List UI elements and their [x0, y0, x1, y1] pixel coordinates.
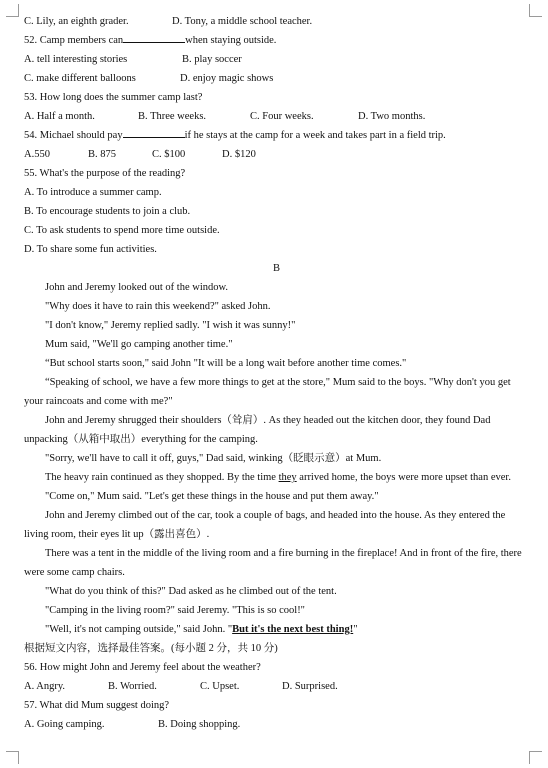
- q56-stem: 56. How might John and Jeremy feel about the weather?: [24, 662, 261, 673]
- crop-mark-top-left: [6, 4, 19, 17]
- q55-option-b: B. To encourage students to join a club.: [24, 206, 191, 217]
- q53-option-a: A. Half a month.: [24, 111, 95, 122]
- q53-stem: 53. How long does the summer camp last?: [24, 92, 203, 103]
- q53-options: [24, 107, 529, 126]
- passage-paragraph-6-line-2: your raincoats and come with me?": [24, 396, 173, 407]
- passage-paragraph-11-line-1: John and Jeremy climbed out of the car, took a couple of bags, and headed into the house. As they entered the: [45, 510, 506, 521]
- q55-stem: 55. What's the purpose of the reading?: [24, 168, 186, 179]
- passage-paragraph-3: "I don't know," Jeremy replied sadly. "I wish it was sunny!": [45, 320, 296, 331]
- q52-answer-blank: [123, 31, 185, 43]
- q52-option-c: C. make different balloons: [24, 73, 136, 84]
- q52-options-ab: [24, 50, 529, 69]
- q54-option-b: B. 875: [88, 149, 117, 160]
- q52-option-d: D. enjoy magic shows: [180, 73, 274, 84]
- passage-paragraph-6-line-1: “Speaking of school, we have a few more things to get at the store," Mum said to the boys. "Why don't you get: [45, 377, 511, 388]
- passage-paragraph-1: John and Jeremy looked out of the window.: [45, 282, 229, 293]
- passage-paragraph-13: "What do you think of this?" Dad asked as he climbed out of the tent.: [45, 586, 337, 597]
- q53-option-c: C. Four weeks.: [250, 111, 314, 122]
- q57-option-a: A. Going camping.: [24, 719, 105, 730]
- q56-option-b: B. Worried.: [108, 681, 157, 692]
- q53-option-d: D. Two months.: [358, 111, 426, 122]
- q52-stem: [24, 31, 529, 50]
- q55-option-c: C. To ask students to spend more time outside.: [24, 225, 220, 236]
- q54-answer-blank: [123, 126, 185, 138]
- q51-options-cd: [24, 12, 529, 31]
- passage-paragraph-5: “But school starts soon," said John "It will be a long wait before another time comes.": [45, 358, 407, 369]
- q56-option-d: D. Surprised.: [282, 681, 338, 692]
- q57-options: [24, 715, 529, 734]
- passage-paragraph-15-pre: "Well, it's not camping outside," said John. ": [45, 624, 233, 635]
- q54-stem-pre: 54. Michael should pay: [24, 130, 123, 141]
- q56-options: [24, 677, 529, 696]
- q57-option-b: B. Doing shopping.: [158, 719, 241, 730]
- crop-mark-bottom-left: [6, 751, 19, 764]
- document-page: [24, 12, 529, 734]
- passage-paragraph-10: "Come on," Mum said. "Let's get these things in the house and put them away.": [45, 491, 379, 502]
- passage-paragraph-8: "Sorry, we'll have to call it off, guys," Dad said, winking（眨眼示意）at Mum.: [45, 453, 382, 464]
- q54-option-a: A.550: [24, 149, 50, 160]
- passage-paragraph-11-line-2: living room, their eyes lit up（露出喜色）.: [24, 529, 210, 540]
- passage-paragraph-7-line-2: unpacking（从箱中取出）everything for the camping.: [24, 434, 258, 445]
- q54-stem-post: if he stays at the camp for a week and takes part in a field trip.: [184, 130, 446, 141]
- q56-option-a: A. Angry.: [24, 681, 66, 692]
- q54-option-d: D. $120: [222, 149, 256, 160]
- passage-paragraph-9-pre: The heavy rain continued as they shopped. By the time: [45, 472, 279, 483]
- q52-options-cd: [24, 69, 529, 88]
- q52-stem-post: when staying outside.: [185, 35, 277, 46]
- passage-paragraph-12-line-2: were some camp chairs.: [24, 567, 125, 578]
- crop-mark-top-right: [529, 4, 542, 17]
- passage-paragraph-14: "Camping in the living room?" said Jeremy. "This is so cool!": [45, 605, 305, 616]
- q54-options: [24, 145, 529, 164]
- passage-paragraph-4: Mum said, "We'll go camping another time.": [45, 339, 233, 350]
- section-b-heading: B: [272, 263, 280, 274]
- q54-stem: [24, 126, 529, 145]
- q52-option-a: A. tell interesting stories: [24, 54, 128, 65]
- passage-underlined-word-they: they: [278, 472, 297, 483]
- passage-bold-underlined-sentence: But it's the next best thing!: [232, 624, 354, 635]
- passage-paragraph-7-line-1: John and Jeremy shrugged their shoulders（耸肩）. As they headed out the kitchen door, they found Dad: [45, 415, 491, 426]
- q52-option-b: B. play soccer: [182, 54, 242, 65]
- q53-option-b: B. Three weeks.: [138, 111, 207, 122]
- q54-option-c: C. $100: [152, 149, 186, 160]
- passage-paragraph-9: [24, 468, 529, 487]
- passage-paragraph-15-post: ": [353, 624, 358, 635]
- passage-paragraph-9-post: arrived home, the boys were more upset than ever.: [296, 472, 511, 483]
- q55-option-d: D. To share some fun activities.: [24, 244, 157, 255]
- passage-paragraph-15: [24, 620, 529, 639]
- passage-paragraph-12-line-1: There was a tent in the middle of the living room and a fire burning in the fireplace! And in front of the fire, there: [45, 548, 522, 559]
- q56-option-c: C. Upset.: [200, 681, 240, 692]
- instruction-text: 根据短文内容，选择最佳答案。(每小题 2 分，共 10 分): [24, 643, 278, 654]
- crop-mark-bottom-right: [529, 751, 542, 764]
- q57-stem: 57. What did Mum suggest doing?: [24, 700, 170, 711]
- q51-option-d: D. Tony, a middle school teacher.: [172, 16, 313, 27]
- q52-stem-pre: 52. Camp members can: [24, 35, 124, 46]
- q51-option-c: C. Lily, an eighth grader.: [24, 16, 129, 27]
- passage-paragraph-2: "Why does it have to rain this weekend?" asked John.: [45, 301, 271, 312]
- q55-option-a: A. To introduce a summer camp.: [24, 187, 162, 198]
